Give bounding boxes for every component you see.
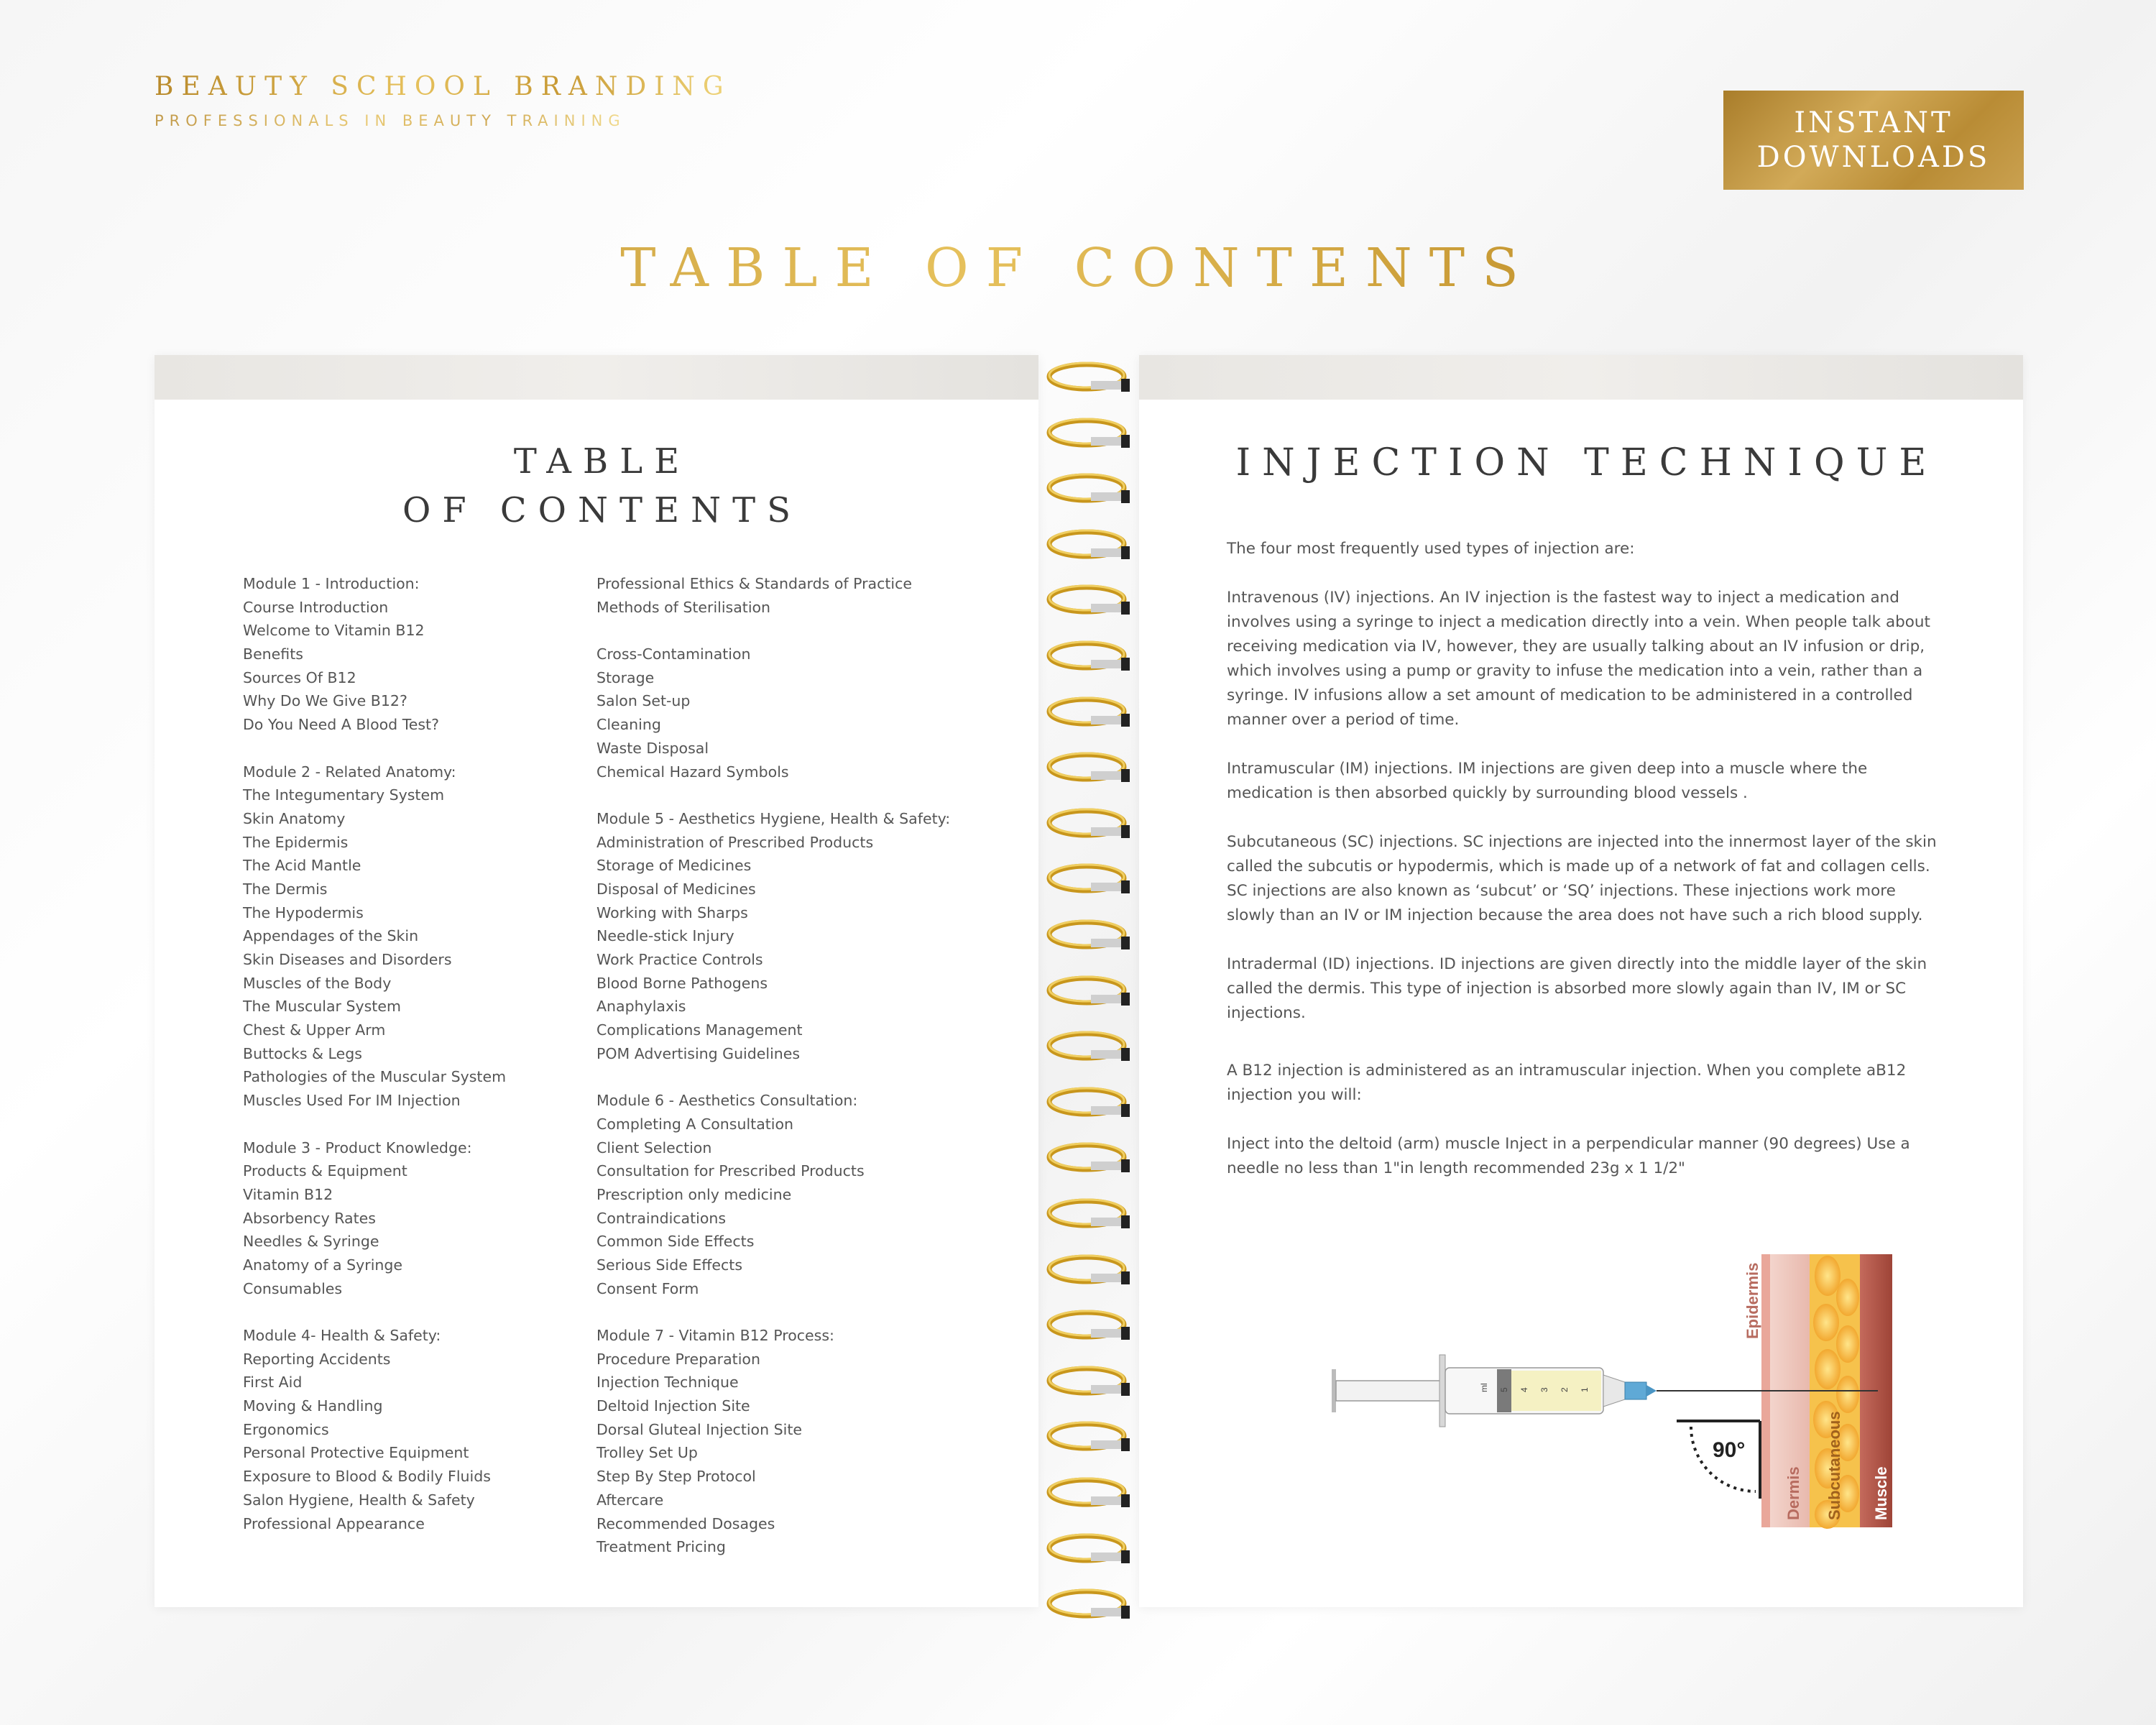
spiral-ring-icon <box>1046 1307 1131 1343</box>
toc-item: Moving & Handling <box>243 1397 383 1415</box>
main-title: TABLE OF CONTENTS <box>0 237 2156 299</box>
spiral-ring-icon <box>1046 471 1131 507</box>
spiral-ring-icon <box>1046 806 1131 842</box>
toc-item: Pathologies of the Muscular System <box>243 1068 507 1086</box>
toc-item: Chest & Upper Arm <box>243 1021 386 1039</box>
toc-item: Needles & Syringe <box>243 1233 379 1251</box>
toc-item: Vitamin B12 <box>243 1185 333 1203</box>
toc-item: The Dermis <box>243 880 328 898</box>
injection-heading: INJECTION TECHNIQUE <box>1235 441 1938 484</box>
page-header-strip <box>155 355 1038 400</box>
toc-item: Contraindications <box>596 1209 727 1227</box>
spiral-ring-icon <box>1046 694 1131 730</box>
toc-column-1 <box>243 572 506 1535</box>
spiral-ring-icon <box>1046 359 1131 395</box>
toc-item: The Acid Mantle <box>243 857 361 875</box>
toc-item: Anaphylaxis <box>596 998 686 1016</box>
toc-heading-line-2: OF CONTENTS <box>402 490 802 530</box>
toc-item: Methods of Sterilisation <box>596 598 771 616</box>
toc-item: Prescription only medicine <box>596 1185 792 1203</box>
spiral-ring-icon <box>1046 1252 1131 1288</box>
toc-item: Consultation for Prescribed Products <box>596 1162 865 1180</box>
toc-item: Treatment Pricing <box>596 1538 726 1556</box>
toc-item: The Epidermis <box>243 833 349 851</box>
toc-item: Course Introduction <box>243 598 389 616</box>
paragraph-instructions: Inject into the deltoid (arm) muscle Inject in a perpendicular manner (90 degrees) Use a needle no less than 1"in length recommended 23g x 1 1/2" <box>1227 1135 1910 1177</box>
paragraph-id: Intradermal (ID) injections. ID injections are given directly into the middle layer of the skin called the dermis. This type of injection is absorbed more slowly again than IV, IM or SC injections. <box>1227 955 1927 1022</box>
toc-item: Working with Sharps <box>596 903 748 921</box>
angle-marker <box>1677 1421 1760 1499</box>
toc-item: Consumables <box>243 1279 343 1297</box>
toc-item: Trolley Set Up <box>596 1444 698 1462</box>
toc-item: Why Do We Give B12? <box>243 692 407 710</box>
toc-item: The Hypodermis <box>243 903 364 921</box>
muscle-label: Muscle <box>1872 1466 1890 1520</box>
syringe-tick-label: 4 <box>1519 1387 1529 1392</box>
epidermis-label: Epidermis <box>1743 1262 1761 1339</box>
syringe-tick-label: 1 <box>1580 1387 1590 1392</box>
toc-item: Exposure to Blood & Bodily Fluids <box>243 1468 491 1486</box>
toc-item: Aftercare <box>596 1491 664 1509</box>
toc-item: First Aid <box>243 1374 303 1392</box>
toc-item: Skin Diseases and Disorders <box>243 951 452 968</box>
spiral-ring-icon <box>1046 1140 1131 1176</box>
paragraph-iv: Intravenous (IV) injections. An IV injection is the fastest way to inject a medication and involves using a syringe to inject a medication directly into a vein. When people talk about receiving medication via IV, however, they are usually talking about an IV infusion or drip, which involves using a pump or gravity to infuse the medication into a vein, rather than a syringe. IV infusions allow a set amount of medication to be administered in a controlled manner over a period of time. <box>1227 589 1930 729</box>
spiral-binding <box>1046 355 1131 1607</box>
paragraph-intro: The four most frequently used types of injection are: <box>1227 540 1635 558</box>
toc-item: Appendages of the Skin <box>243 927 419 945</box>
toc-item: Salon Set-up <box>596 692 691 710</box>
brand-title: BEAUTY SCHOOL BRANDING <box>155 72 732 101</box>
toc-item: Muscles Used For IM Injection <box>243 1092 461 1110</box>
toc-item: Absorbency Rates <box>243 1209 376 1227</box>
toc-item: Completing A Consultation <box>596 1115 794 1133</box>
spiral-ring-icon <box>1046 1475 1131 1511</box>
toc-item: Welcome to Vitamin B12 <box>243 622 425 640</box>
spiral-ring-icon <box>1046 415 1131 451</box>
spiral-ring-icon <box>1046 1419 1131 1455</box>
toc-item: Serious Side Effects <box>596 1256 743 1274</box>
left-page <box>155 355 1038 1607</box>
toc-item: The Muscular System <box>243 998 401 1016</box>
badge-line-2: DOWNLOADS <box>1756 141 1991 174</box>
toc-spacer <box>596 1065 950 1089</box>
toc-item: Professional Ethics & Standards of Practice <box>596 575 912 592</box>
toc-item: Dorsal Gluteal Injection Site <box>596 1420 802 1438</box>
toc-item: Blood Borne Pathogens <box>596 974 768 992</box>
toc-item: Needle-stick Injury <box>596 927 734 945</box>
paragraph-b12: A B12 injection is administered as an intramuscular injection. When you complete aB12 injection you will: <box>1227 1062 1907 1104</box>
dermis-label: Dermis <box>1784 1466 1802 1520</box>
injection-body <box>1227 537 1938 1205</box>
toc-item: Reporting Accidents <box>243 1350 391 1368</box>
toc-item: The Integumentary System <box>243 786 445 804</box>
toc-item: Deltoid Injection Site <box>596 1397 750 1415</box>
spiral-ring-icon <box>1046 917 1131 953</box>
toc-spacer <box>596 1300 950 1324</box>
syringe-tick-label: ml <box>1479 1383 1489 1392</box>
toc-item: Work Practice Controls <box>596 951 763 968</box>
toc-module-heading: Module 1 - Introduction: <box>243 575 420 592</box>
toc-item: Common Side Effects <box>596 1233 755 1251</box>
toc-spacer <box>243 1300 506 1324</box>
toc-spacer <box>243 737 506 760</box>
toc-heading-line-1: TABLE <box>513 441 691 482</box>
toc-module-heading: Module 2 - Related Anatomy: <box>243 763 456 781</box>
toc-item: Waste Disposal <box>596 739 709 757</box>
toc-item: Skin Anatomy <box>243 809 346 827</box>
spiral-ring-icon <box>1046 582 1131 618</box>
badge-line-1: INSTANT <box>1794 106 1953 139</box>
toc-item: Storage <box>596 668 655 686</box>
syringe-tick-label: 2 <box>1560 1387 1570 1392</box>
toc-item: Client Selection <box>596 1138 712 1156</box>
toc-item: Muscles of the Body <box>243 974 392 992</box>
toc-item: Administration of Prescribed Products <box>596 833 874 851</box>
toc-item: Procedure Preparation <box>596 1350 760 1368</box>
instant-downloads-badge[interactable] <box>1723 91 2024 190</box>
spiral-ring-icon <box>1046 1085 1131 1121</box>
toc-item: Step By Step Protocol <box>596 1468 756 1486</box>
spiral-ring-icon <box>1046 1196 1131 1232</box>
toc-item: Storage of Medicines <box>596 857 752 875</box>
toc-module-heading: Module 5 - Aesthetics Hygiene, Health & Safety: <box>596 809 951 827</box>
toc-item: Injection Technique <box>596 1374 739 1392</box>
subcutaneous-label: Subcutaneous <box>1825 1411 1843 1520</box>
toc-module-heading: Module 3 - Product Knowledge: <box>243 1138 472 1156</box>
toc-item: POM Advertising Guidelines <box>596 1044 801 1062</box>
toc-item: Do You Need A Blood Test? <box>243 716 439 734</box>
syringe-tick-label: 5 <box>1499 1387 1509 1392</box>
toc-column-2 <box>596 572 950 1559</box>
toc-item: Cleaning <box>596 716 661 734</box>
toc-item: Benefits <box>243 645 303 663</box>
toc-item: Disposal of Medicines <box>596 880 756 898</box>
toc-item: Buttocks & Legs <box>243 1044 362 1062</box>
spiral-ring-icon <box>1046 861 1131 897</box>
page-header-strip <box>1139 355 2023 400</box>
spiral-ring-icon <box>1046 638 1131 674</box>
toc-module-heading: Module 7 - Vitamin B12 Process: <box>596 1327 834 1344</box>
spiral-ring-icon <box>1046 527 1131 563</box>
spiral-ring-icon <box>1046 750 1131 786</box>
paragraph-im: Intramuscular (IM) injections. IM injections are given deep into a muscle where the medication is then absorbed quickly by surrounding blood vessels . <box>1227 760 1868 802</box>
spiral-ring-icon <box>1046 1586 1131 1622</box>
toc-item: Recommended Dosages <box>596 1514 775 1532</box>
spiral-ring-icon <box>1046 1531 1131 1567</box>
toc-item: Consent Form <box>596 1279 699 1297</box>
toc-item: Salon Hygiene, Health & Safety <box>243 1491 475 1509</box>
toc-module-heading: Module 6 - Aesthetics Consultation: <box>596 1092 858 1110</box>
syringe-tick-label: 3 <box>1539 1387 1549 1392</box>
toc-item: Complications Management <box>596 1021 803 1039</box>
toc-item: Anatomy of a Syringe <box>243 1256 403 1274</box>
toc-spacer <box>596 783 950 807</box>
spiral-ring-icon <box>1046 1363 1131 1399</box>
toc-spacer <box>243 1113 506 1136</box>
injection-diagram <box>1332 1254 1907 1535</box>
brand-tagline: PROFESSIONALS IN BEAUTY TRAINING <box>155 112 626 129</box>
spiral-ring-icon <box>1046 973 1131 1009</box>
toc-item: Chemical Hazard Symbols <box>596 763 789 781</box>
toc-item: Sources Of B12 <box>243 668 356 686</box>
toc-module-heading: Module 4- Health & Safety: <box>243 1327 441 1344</box>
paragraph-sc: Subcutaneous (SC) injections. SC injections are injected into the innermost layer of the skin called the subcutis or hypodermis, which is made up of a network of fat and collagen cells. SC injections are also known as ‘subcut’ or ‘SQ’ injections. These injections work more slowly than an IV or IM injection because the area does not have such a rich blood supply. <box>1227 833 1937 924</box>
spiral-ring-icon <box>1046 1029 1131 1064</box>
toc-item: Personal Protective Equipment <box>243 1444 469 1462</box>
toc-item: Ergonomics <box>243 1420 329 1438</box>
toc-spacer <box>596 619 950 643</box>
angle-label: 90° <box>1713 1438 1746 1462</box>
toc-item: Products & Equipment <box>243 1162 407 1180</box>
toc-item: Cross-Contamination <box>596 645 751 663</box>
toc-item: Professional Appearance <box>243 1514 425 1532</box>
